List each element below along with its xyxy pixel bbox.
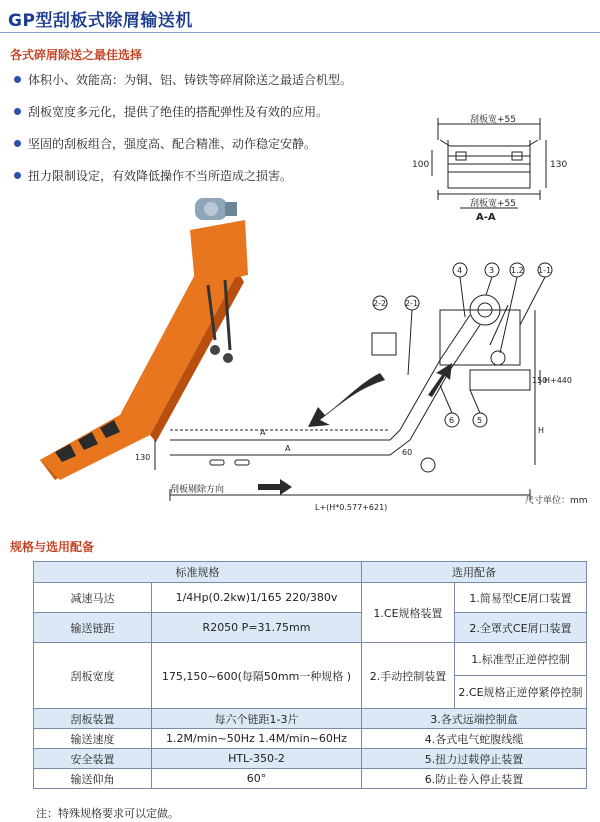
title-divider bbox=[0, 32, 600, 33]
row-value: 每六个链距1-3片 bbox=[152, 709, 362, 729]
row-label: 安全装置 bbox=[34, 749, 152, 769]
dim-h440: H+440 bbox=[544, 376, 572, 385]
option-group-title: 1.CE规格装置 bbox=[362, 583, 455, 643]
dim-left-label: 100 bbox=[412, 160, 430, 170]
option-item: 5.扭力过载停止装置 bbox=[362, 749, 587, 769]
dim-a-top: A bbox=[260, 428, 266, 437]
feature-list bbox=[14, 72, 414, 200]
direction-label: 刮板剔除方向 bbox=[170, 485, 225, 495]
spec-table bbox=[33, 561, 587, 789]
feature-item: 刮板宽度多元化，提供了绝佳的搭配弹性及有效的应用。 bbox=[14, 104, 414, 136]
feature-item: 坚固的刮板组合，强度高、配合精准、动作稳定安静。 bbox=[14, 136, 414, 168]
header-standard-spec: 标准规格 bbox=[34, 562, 362, 583]
row-label: 输送速度 bbox=[34, 729, 152, 749]
section-heading-features: 各式碎屑除送之最佳选择 bbox=[10, 48, 143, 62]
dim-top-label: 刮板宽+55 bbox=[470, 115, 516, 125]
option-item: 1.简易型CE屑口装置 bbox=[455, 583, 587, 613]
option-group-title: 2.手动控制装置 bbox=[362, 643, 455, 709]
row-label: 减速马达 bbox=[34, 583, 152, 613]
row-label: 输送链距 bbox=[34, 613, 152, 643]
section-label: A-A bbox=[476, 212, 496, 223]
row-label: 输送仰角 bbox=[34, 769, 152, 789]
side-elevation-drawing bbox=[135, 255, 600, 515]
page-title: GP型刮板式除屑输送机 bbox=[8, 11, 193, 31]
svg-text:6: 6 bbox=[449, 416, 455, 425]
option-item: 4.各式电气蛇腹线缆 bbox=[362, 729, 587, 749]
svg-text:1-1: 1-1 bbox=[538, 266, 552, 275]
section-heading-spec: 规格与选用配备 bbox=[10, 540, 95, 554]
bullet-icon bbox=[14, 108, 21, 115]
row-label: 刮板宽度 bbox=[34, 643, 152, 709]
bullet-icon bbox=[14, 76, 21, 83]
svg-text:2-2: 2-2 bbox=[373, 299, 387, 308]
svg-text:4: 4 bbox=[457, 266, 463, 275]
unit-label: 尺寸单位：mm bbox=[525, 496, 588, 506]
svg-text:1.2: 1.2 bbox=[511, 266, 524, 275]
row-value: 175,150~600(每隔50mm一种规格 ) bbox=[152, 643, 362, 709]
row-value: 60° bbox=[152, 769, 362, 789]
option-item: 6.防止卷入停止装置 bbox=[362, 769, 587, 789]
row-value: HTL-350-2 bbox=[152, 749, 362, 769]
row-value: 1.2M/min~50Hz 1.4M/min~60Hz bbox=[152, 729, 362, 749]
option-item: 2.CE规格正逆停紧停控制 bbox=[455, 676, 587, 709]
dim-a-mid: A bbox=[285, 444, 291, 453]
dim-150: 150 bbox=[532, 376, 548, 385]
feature-item: 扭力限制设定，有效降低操作不当所造成之损害。 bbox=[14, 168, 414, 200]
option-item: 3.各式远端控制盒 bbox=[362, 709, 587, 729]
footnote: 注：特殊规格要求可以定做。 bbox=[36, 807, 179, 820]
header-options: 选用配备 bbox=[362, 562, 587, 583]
bullet-icon bbox=[14, 140, 21, 147]
dim-h: H bbox=[538, 426, 545, 435]
option-item: 2.全罩式CE屑口装置 bbox=[455, 613, 587, 643]
dim-130: 130 bbox=[135, 453, 151, 462]
svg-text:3: 3 bbox=[489, 266, 495, 275]
dim-60: 60 bbox=[402, 448, 413, 457]
row-value: R2050 P=31.75mm bbox=[152, 613, 362, 643]
feature-item: 体积小、效能高：为铜、铝、铸铁等碎屑除送之最适合机型。 bbox=[14, 72, 414, 104]
option-item: 1.标准型正逆停控制 bbox=[455, 643, 587, 676]
svg-text:2-1: 2-1 bbox=[405, 299, 419, 308]
dim-right-label: 130 bbox=[550, 160, 568, 170]
row-label: 刮板装置 bbox=[34, 709, 152, 729]
bullet-icon bbox=[14, 172, 21, 179]
row-value: 1/4Hp(0.2kw)1/165 220/380v bbox=[152, 583, 362, 613]
dim-length: L+(H*0.577+621) bbox=[315, 503, 388, 512]
dim-bottom-label: 刮板宽+55 bbox=[470, 199, 516, 209]
svg-text:5: 5 bbox=[477, 416, 483, 425]
section-aa-drawing bbox=[400, 110, 600, 230]
